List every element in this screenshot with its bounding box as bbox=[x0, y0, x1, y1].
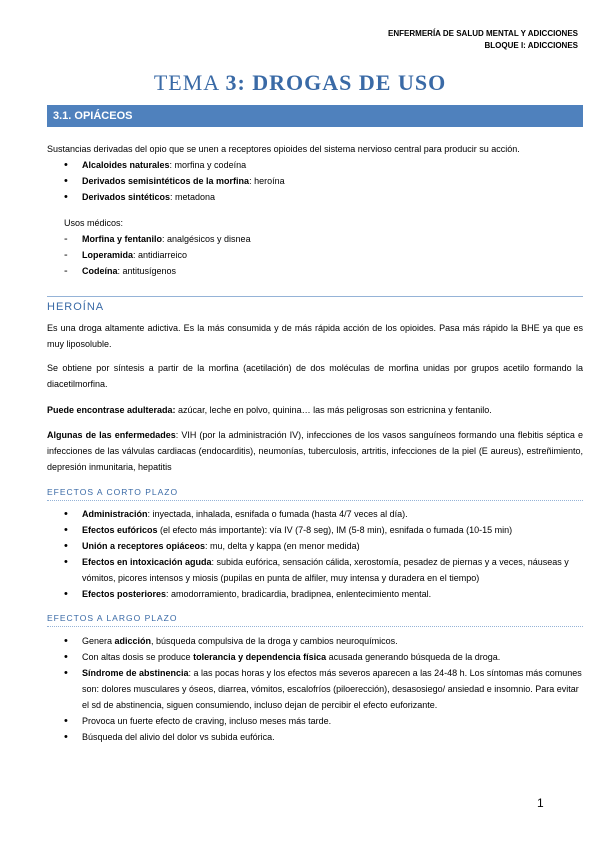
list-item: • Efectos en intoxicación aguda: subida eufórica, sensación cálida, xerostomía, pesadez de piernas y a veces, náuseas y vómitos, picores intensos y miosis (pupilas en punta de alfiler, muy intensa y duradera en el tiempo) bbox=[64, 554, 584, 586]
list-item: • Unión a receptores opiáceos: mu, delta y kappa (en menor medida) bbox=[64, 538, 584, 554]
title-main: 3: DROGAS DE USO bbox=[225, 70, 447, 95]
list-item: • Alcaloides naturales: morfina y codeína bbox=[64, 157, 584, 173]
sources-list bbox=[64, 157, 584, 205]
list-item: • Derivados sintéticos: metadona bbox=[64, 189, 584, 205]
list-item: • Genera adicción, búsqueda compulsiva de la droga y cambios neuroquímicos. bbox=[64, 633, 584, 649]
list-item: • Síndrome de abstinencia: a las pocas horas y los efectos más severos aparecen a las 24-48 h. Los síntomas más comunes son: dolores musculares y óseos, diarrea, vómitos, escalofríos (piloerección), desasosiego/ ansiedad e insomnio. Para evitar el sd de abstinencia, siguen consumiendo, incluso dejan de percibir el efecto euforizante. bbox=[64, 665, 584, 713]
list-item: • Derivados semisintéticos de la morfina: heroína bbox=[64, 173, 584, 189]
header-subject: ENFERMERÍA DE SALUD MENTAL Y ADICCIONES bbox=[388, 29, 578, 38]
list-item: - Morfina y fentanilo: analgésicos y disnea bbox=[64, 231, 584, 247]
list-item: • Provoca un fuerte efecto de craving, incluso meses más tarde. bbox=[64, 713, 584, 729]
header-block: BLOQUE I: ADICCIONES bbox=[484, 41, 578, 50]
list-item: • Búsqueda del alivio del dolor vs subida eufórica. bbox=[64, 729, 584, 745]
page-title bbox=[0, 70, 600, 96]
heroina-p4: Algunas de las enfermedades: VIH (por la administración IV), infecciones de los vasos sanguíneos formando una flebitis séptica e infecciones de las válvulas cardiacas (endocarditis), neumonías, tuberculosis, artritis, infecciones de la piel (E aureus), estreñimiento, depresión inmunitaria, hepatitis bbox=[47, 430, 584, 472]
list-item: • Administración: inyectada, inhalada, esnifada o fumada (hasta 4/7 veces al día). bbox=[64, 506, 584, 522]
largo-heading: EFECTOS A LARGO PLAZO bbox=[47, 613, 583, 627]
list-item: • Efectos eufóricos (el efecto más importante): vía IV (7-8 seg), IM (5-8 min), esnifada o fumada (10-15 min) bbox=[64, 522, 584, 538]
section-bar: 3.1. OPIÁCEOS bbox=[47, 105, 583, 127]
corto-heading: EFECTOS A CORTO PLAZO bbox=[47, 487, 583, 501]
heroina-p2: Se obtiene por síntesis a partir de la morfina (acetilación) de dos moléculas de morfina unidas por grupos acetilo formando la diacetilmorfina. bbox=[47, 363, 583, 389]
heroina-heading: HEROÍNA bbox=[47, 296, 583, 313]
list-item: - Loperamida: antidiarreico bbox=[64, 247, 584, 263]
list-item: - Codeína: antitusígenos bbox=[64, 263, 584, 279]
corto-list bbox=[64, 506, 584, 602]
title-prefix: TEMA bbox=[153, 70, 226, 95]
running-header bbox=[388, 28, 578, 52]
uses-list bbox=[64, 231, 584, 279]
list-item: • Con altas dosis se produce tolerancia y dependencia física acusada generando búsqueda de la droga. bbox=[64, 649, 584, 665]
intro-text: Sustancias derivadas del opio que se unen a receptores opioides del sistema nervioso central para producir su acción. bbox=[47, 144, 520, 154]
uses-label: Usos médicos: bbox=[64, 218, 124, 228]
heroina-p1: Es una droga altamente adictiva. Es la más consumida y de más rápida acción de los opioides. Pasa más rápido la BHE ya que es muy liposoluble. bbox=[47, 323, 583, 349]
heroina-p3: Puede encontrase adulterada: azúcar, leche en polvo, quinina… las más peligrosas son estricnina y fentanilo. bbox=[47, 405, 492, 415]
largo-list bbox=[64, 633, 584, 745]
list-item: • Efectos posteriores: amodorramiento, bradicardia, bradipnea, enlentecimiento mental. bbox=[64, 586, 584, 602]
page-number: 1 bbox=[537, 796, 544, 810]
